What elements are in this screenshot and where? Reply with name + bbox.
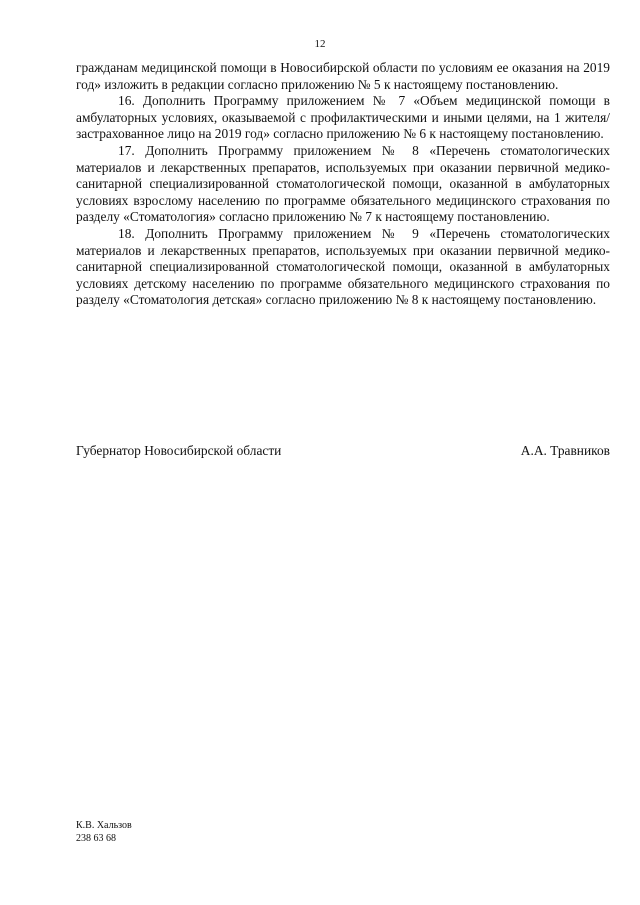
signatory-position: Губернатор Новосибирской области: [76, 443, 282, 458]
paragraph-continuation: гражданам медицинской помощи в Новосибирской области по условиям ее оказания на 2019 год» изложить в редакции согласно приложению № 5 к настоящему постановлению.: [76, 60, 610, 92]
paragraph-17: 17. Дополнить Программу приложением № 8 «Перечень стоматологических материалов и лекарственных препаратов, используемых при оказании первичной медико-санитарной специализированной стоматологической помощи, оказанной в амбулаторных условиях взрослому населению по программе обязательного медицинского страхования по разделу «Стоматология» согласно приложению № 7 к настоящему постановлению.: [76, 142, 610, 225]
signature-block: [76, 443, 610, 460]
signatory-name: А.А. Травников: [520, 443, 610, 458]
page-number: 12: [314, 38, 326, 50]
paragraph-16: 16. Дополнить Программу приложением № 7 «Объем медицинской помощи в амбулаторных условиях, оказываемой с профилактическими и иными целями, на 1 жителя/застрахованное лицо на 2019 год» согласно приложению № 6 к настоящему постановлению.: [76, 93, 610, 142]
executor-name: К.В. Хальзов: [76, 820, 132, 831]
document-body: [76, 60, 610, 309]
executor-footer: [76, 820, 132, 845]
paragraph-18: 18. Дополнить Программу приложением № 9 «Перечень стоматологических материалов и лекарственных препаратов, используемых при оказании первичной медико-санитарной специализированной стоматологической помощи, оказанной в амбулаторных условиях детскому населению по программе обязательного медицинского страхования по разделу «Стоматология детская» согласно приложению № 8 к настоящему постановлению.: [76, 225, 610, 308]
executor-phone: 238 63 68: [76, 832, 116, 844]
